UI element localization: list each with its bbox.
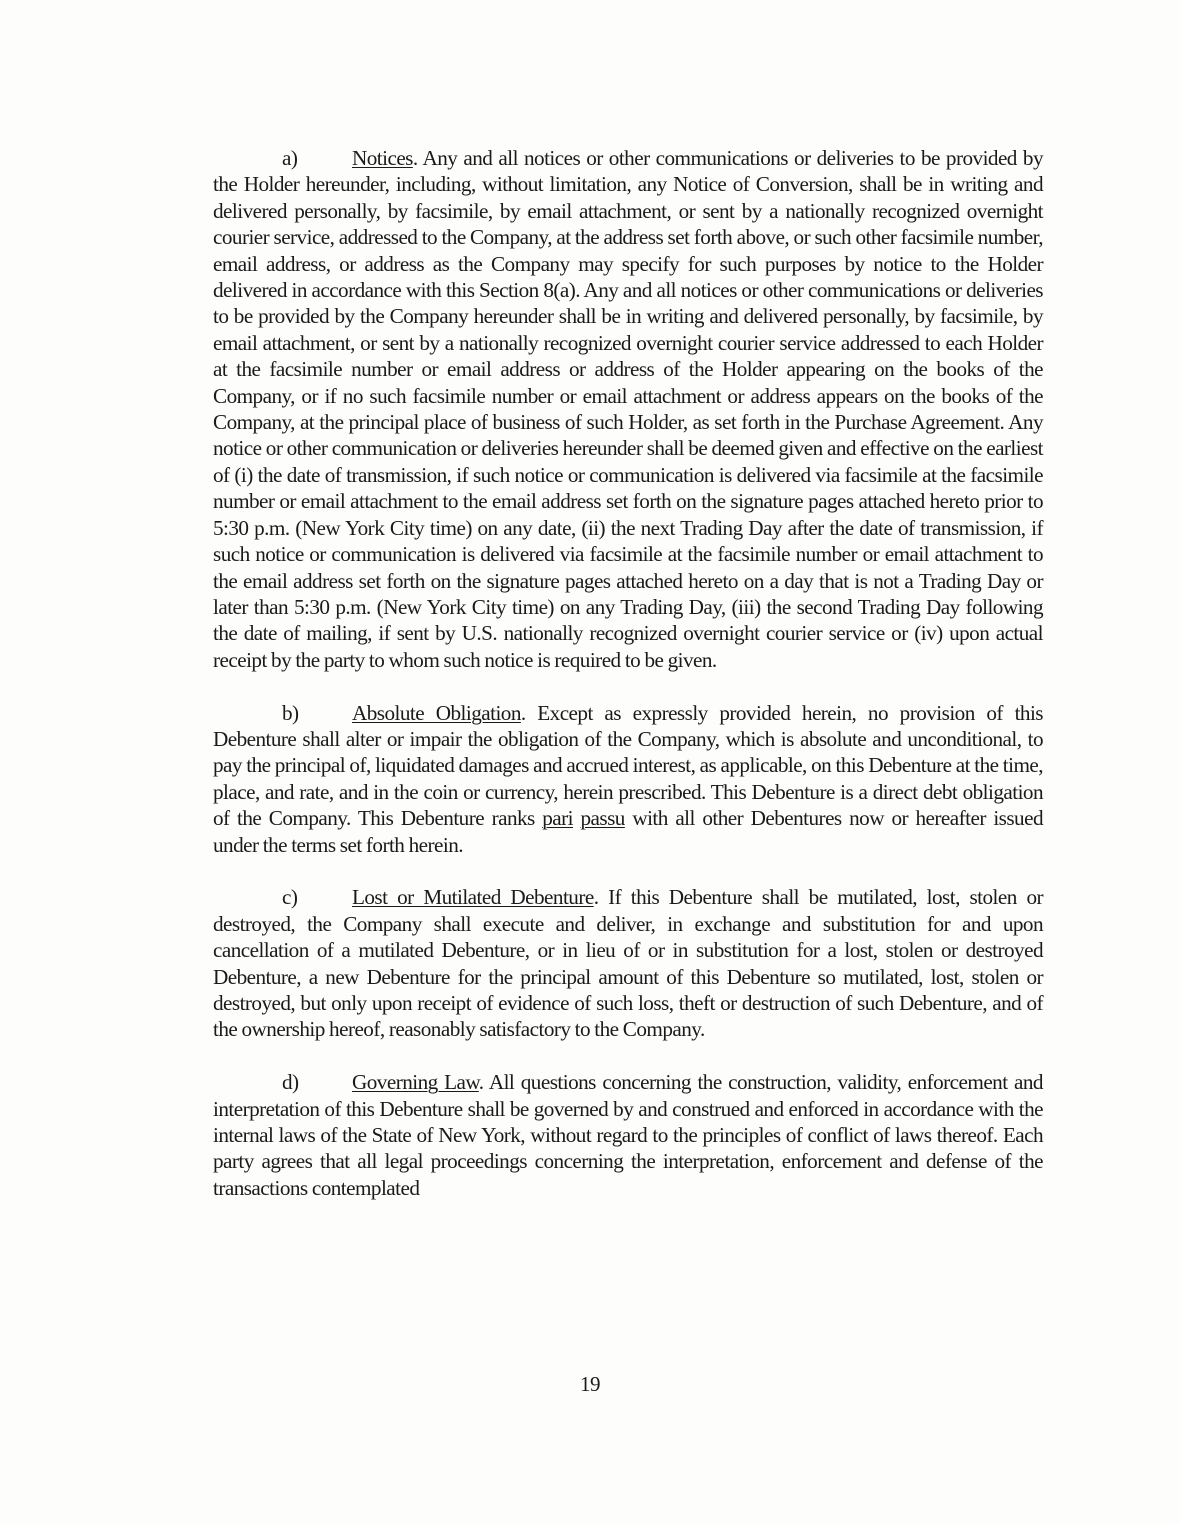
page-number: 19	[580, 1372, 600, 1396]
section-heading: Governing Law	[352, 1070, 479, 1095]
section-text: Any and all notices or other communications or deliveries to be provided by the Holder hereunder, including, without limitation, any Notice of Conversion, shall be in writing and delivered personally, by facsimile, by email attachment, or sent by a nationally recognized overnight courier service, addressed to the Company, at the address set forth above, or such other facsimile number, email address, or address as the Company may specify for such purposes by notice to the Holder delivered in accordance with this Section 8(a). Any and all notices or other communications or deliveries to be provided by the Company hereunder shall be in writing and delivered personally, by facsimile, by email attachment, or sent by a nationally recognized overnight courier service addressed to each Holder at the facsimile number or email address or address of the Holder appearing on the books of the Company, or if no such facsimile number or email attachment or address appears on the books of the Company, at the principal place of business of such Holder, as set forth in the Purchase Agreement. Any notice or other communication or deliveries hereunder shall be deemed given and effective on the earliest of (i) the date of transmission, if such notice or communication is delivered via facsimile at the facsimile number or email attachment to the email address set forth on the signature pages attached hereto prior to 5:30 p.m. (New York City time) on any date, (ii) the next Trading Day after the date of transmission, if such notice or communication is delivered via facsimile at the facsimile number or email attachment to the email address set forth on the signature pages attached hereto on a day that is not a Trading Day or later than 5:30 p.m. (New York City time) on any Trading Day, (iii) the second Trading Day following the date of mailing, if sent by U.S. nationally recognized overnight courier service or (iv) upon actual receipt by the party to whom such notice is required to be given.	[213, 146, 1043, 672]
section-text: with all other Debentures now or hereafter issued under the terms set forth herein.	[213, 806, 1043, 857]
section-absolute-obligation: b) Absolute Obligation. Except as expressly provided herein, no provision of this Debenture shall alter or impair the obligation of the Company, which is absolute and unconditional, to pay the principal of, liquidated damages and accrued interest, as applicable, on this Debenture at the time, place, and rate, and in the coin or currency, herein prescribed. This Debenture is a direct debt obligation of the Company. This Debenture ranks pari passu with all other Debentures now or hereafter issued under the terms set forth herein.	[213, 700, 1043, 857]
section-lost-or-mutilated: c) Lost or Mutilated Debenture. If this Debenture shall be mutilated, lost, stolen or destroyed, the Company shall execute and deliver, in exchange and substitution for and upon cancellation of a mutilated Debenture, or in lieu of or in substitution for a lost, stolen or destroyed Debenture, a new Debenture for the principal amount of this Debenture so mutilated, lost, stolen or destroyed, but only upon receipt of evidence of such loss, theft or destruction of such Debenture, and of the ownership hereof, reasonably satisfactory to the Company.	[213, 885, 1043, 1042]
section-governing-law: d) Governing Law. All questions concerning the construction, validity, enforcement and interpretation of this Debenture shall be governed by and construed and enforced in accordance with the internal laws of the State of New York, without regard to the principles of conflict of laws thereof. Each party agrees that all legal proceedings concerning the interpretation, enforcement and defense of the transactions contemplated	[213, 1070, 1043, 1200]
section-notices: a) Notices. Any and all notices or other communications or deliveries to be provided by the Holder hereunder, including, without limitation, any Notice of Conversion, shall be in writing and delivered personally, by facsimile, by email attachment, or sent by a nationally recognized overnight courier service, addressed to the Company, at the address set forth above, or such other facsimile number, email address, or address as the Company may specify for such purposes by notice to the Holder delivered in accordance with this Section 8(a). Any and all notices or other communications or deliveries to be provided by the Company hereunder shall be in writing and delivered personally, by facsimile, by email attachment, or sent by a nationally recognized overnight courier service addressed to each Holder at the facsimile number or email address or address of the Holder appearing on the books of the Company, or if no such facsimile number or email attachment or address appears on the books of the Company, at the principal place of business of such Holder, as set forth in the Purchase Agreement. Any notice or other communication or deliveries hereunder shall be deemed given and effective on the earliest of (i) the date of transmission, if such notice or communication is delivered via facsimile at the facsimile number or email attachment to the email address set forth on the signature pages attached hereto prior to 5:30 p.m. (New York City time) on any date, (ii) the next Trading Day after the date of transmission, if such notice or communication is delivered via facsimile at the facsimile number or email attachment to the email address set forth on the signature pages attached hereto on a day that is not a Trading Day or later than 5:30 p.m. (New York City time) on any Trading Day, (iii) the second Trading Day following the date of mailing, if sent by U.S. nationally recognized overnight courier service or (iv) upon actual receipt by the party to whom such notice is required to be given.	[213, 146, 1043, 672]
latin-term-pari: pari	[542, 806, 573, 831]
section-text: Except as expressly provided herein, no provision of this Debenture shall alter or impair the obligation of the Company, which is absolute and unconditional, to pay the principal of, liquidated damages and accrued interest, as applicable, on this Debenture at the time, place, and rate, and in the coin or currency, herein prescribed. This Debenture is a direct debt obligation of the Company. This Debenture ranks	[213, 700, 1043, 831]
section-heading: Notices	[352, 146, 413, 170]
section-text: If this Debenture shall be mutilated, lost, stolen or destroyed, the Company shall execute and deliver, in exchange and substitution for and upon cancellation of a mutilated Debenture, or in lieu of or in substitution for a lost, stolen or destroyed Debenture, a new Debenture for the principal amount of this Debenture so mutilated, lost, stolen or destroyed, but only upon receipt of evidence of such loss, theft or destruction of such Debenture, and of the ownership hereof, reasonably satisfactory to the Company.	[213, 885, 1043, 1042]
section-text: All questions concerning the construction, validity, enforcement and interpretation of this Debenture shall be governed by and construed and enforced in accordance with the internal laws of the State of New York, without regard to the principles of conflict of laws thereof. Each party agrees that all legal proceedings concerning the interpretation, enforcement and defense of the transactions contemplated	[213, 1070, 1043, 1200]
section-label: b)	[282, 700, 299, 725]
latin-term-passu: passu	[580, 806, 625, 831]
document-body	[213, 145, 1043, 1228]
section-label: a)	[282, 146, 298, 170]
section-heading: Absolute Obligation	[352, 700, 521, 725]
section-heading: Lost or Mutilated Debenture	[352, 885, 594, 910]
section-label: d)	[282, 1070, 299, 1095]
section-label: c)	[282, 885, 298, 910]
